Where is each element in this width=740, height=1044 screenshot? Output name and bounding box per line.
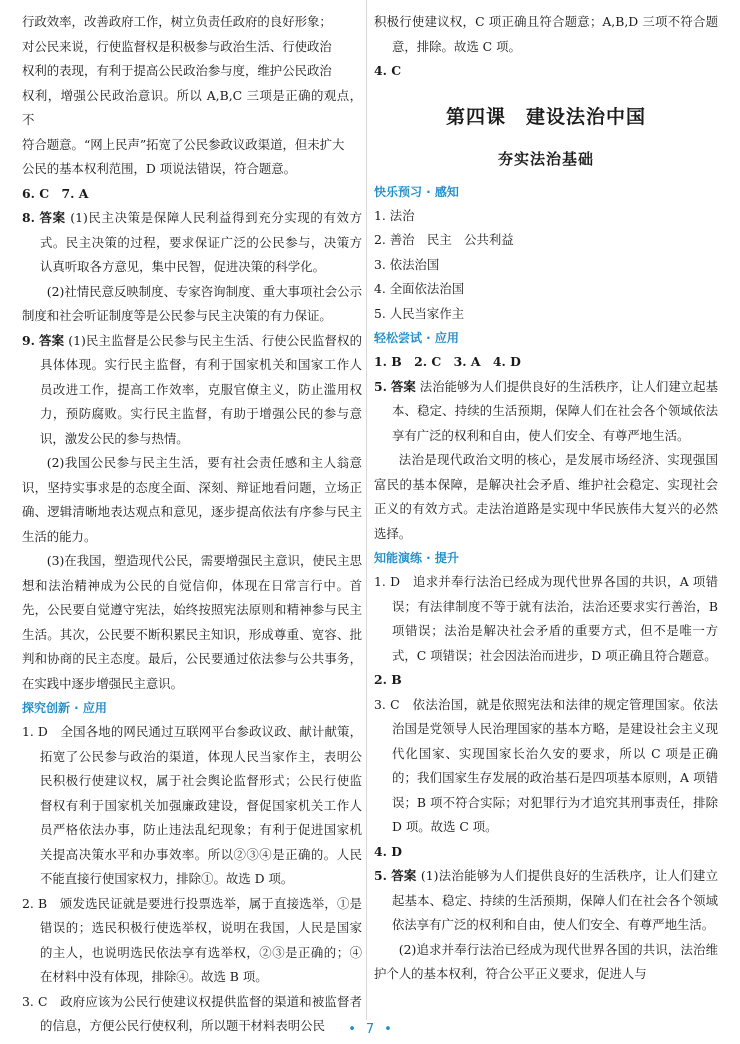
answer-9-part-1: (1)民主监督是公民参与民主生活、行使公民监督权的具体体现。实行民主监督，有利于国家机关和国家工作人员改进工作，提高工作效率，克服官僚主义，防止滥用权力，预防腐败。实行民主监督，有助于增强公民的参与意识，激发公民的参与热情。: [40, 332, 362, 446]
practice-answer-3: 3. C 依法治国，就是依照宪法和法律的规定管理国家。依法治国是党领导人民治理国家的基本方略，是建设社会主义现代化国家、实现国家长治久安的要求，所以 C 项是正确的；我们国家生存发展的政治基石是四项基本原则，A 项错误；B 项不符合实际；对犯罪行为才追究其刑事责任，排除 D 项。故选 C 项。: [374, 696, 718, 834]
answer-9-part-3: (3)在我国，塑造现代公民，需要增强民主意识，使民主思想和法治精神成为公民的自觉信仰，体现在日常言行中。首先，公民要自觉遵守宪法，始终按照宪法原则和精神参与民主生活。其次，公民要不断积累民主知识，形成尊重、宽容、批判和协商的民主态度。最后，公民要通过依法参与公共事务，在实践中逐步增强民主意识。: [22, 553, 362, 691]
answer-8-part-1: (1)民主决策是保障人民利益得到充分实现的有效方式。民主决策的过程，要求保证广泛的公民参与，决策方认真听取各方意见，集中民智，促进决策的科学化。: [40, 210, 362, 274]
answer-label: 答案: [391, 868, 417, 883]
practice-answer-4: 4. D: [374, 843, 402, 859]
try-answers-1-4: 1. B 2. C 3. A 4. D: [374, 354, 521, 369]
section-heading-try: 轻松尝试 · 应用: [374, 331, 459, 345]
preview-answer: 2. 善治 民主 公共利益: [374, 232, 514, 247]
intro-line: 行政效率，改善政府工作，树立负责任政府的良好形象；: [22, 14, 332, 29]
try-answer-5-part-1: 法治能够为人们提供良好的生活秩序，让人们建立起基本、稳定、持续的生活预期，保障人们在社会各个领域依法享有广泛的权利和自由，使人们安全、有尊严地生活。: [392, 378, 718, 443]
answer-8: [22, 206, 362, 280]
continued-answer: 积极行使建议权，C 项正确且符合题意；A,B,D 三项不符合题意，排除。故选 C 项。: [374, 14, 718, 54]
practice-answer-5: [374, 864, 718, 938]
lesson-number: 第四课: [445, 105, 506, 128]
intro-line: 权利的表现，有利于提高公民政治参与度，维护公民政治: [22, 63, 332, 78]
question-number: 9.: [22, 332, 35, 348]
page-number: • 7 •: [348, 1022, 392, 1037]
answer-label: 答案: [390, 378, 416, 394]
try-answer-5: [374, 375, 718, 449]
section-heading-practice: 知能演练 · 提升: [374, 551, 459, 565]
lesson-name: 建设法治中国: [526, 105, 647, 128]
try-answer-5-part-2: 法治是现代政治文明的核心，是发展市场经济、实现强国富民的基本保障，是解决社会矛盾、维护社会稳定、实现社会正义的有效方式。走法治道路是实现中华民族伟大复兴的必然选择。: [374, 452, 718, 541]
intro-line: 公民的基本权利范围，D 项说法错误，符合题意。: [22, 161, 297, 176]
question-number: 5.: [374, 378, 387, 394]
preview-answer: 3. 依法治国: [374, 256, 440, 272]
practice-answer-5-part-1: (1)法治能够为人们提供良好的生活秩序，让人们建立起基本、稳定、持续的生活预期，保障人们在社会各个领域依法享有广泛的权利和自由，使人们安全、有尊严地生活。: [392, 868, 718, 932]
answer-9: [22, 329, 362, 452]
intro-line: 符合题意。“网上民声”拓宽了公民参政议政渠道，但未扩大: [22, 136, 345, 152]
column-divider: [366, 0, 367, 1020]
answer-9-part-2: (2)我国公民参与民主生活，要有社会责任感和主人翁意识，坚持实事求是的态度全面、深刻、辩证地看问题，立场正确、逻辑清晰地表达观点和意见，逐步提高依法有序参与民主生活的能力。: [22, 455, 362, 544]
intro-line: 对公民来说，行使监督权是积极参与政治生活、行使政治: [22, 38, 332, 54]
intro-line: 权利，增强公民政治意识。所以 A,B,C 三项是正确的观点，不: [22, 87, 362, 127]
explore-answer-2: 2. B 颁发选民证就是要进行投票选举，属于直接选举，①是错误的；选民积极行使选举权，说明在我国，人民是国家的主人，也说明选民依法享有选举权，②③是正确的；④在材料中没有体现，排除④。故选 B 项。: [22, 895, 362, 984]
practice-answer-1: 1. D 追求并奉行法治已经成为现代世界各国的共识，A 项错误；有法律制度不等于就有法治，法治还要求实行善治，B 项错误；法治是解决社会矛盾的重要方式，但不是唯一方式，C 项错误；社会因法治而进步，D 项正确且符合题意。: [374, 574, 718, 663]
answer-6-7: 6. C 7. A: [22, 185, 89, 201]
question-number: 8.: [22, 210, 35, 225]
section-title: 夯实法治基础: [497, 149, 594, 168]
section-heading-preview: 快乐预习 · 感知: [374, 184, 459, 199]
practice-answer-2: 2. B: [374, 672, 402, 687]
answer-8-part-2: (2)社情民意反映制度、专家咨询制度、重大事项社会公示制度和社会听证制度等是公民参与民主决策的有力保证。: [22, 283, 362, 323]
question-number: 5.: [374, 868, 387, 883]
explore-answer-1: 1. D 全国各地的网民通过互联网平台参政议政、献计献策，拓宽了公民参与政治的渠道，体现人民当家作主，表明公民积极行使建议权，属于社会舆论监督形式；公民行使监督权有利于国家机关加强廉政建设，督促国家机关工作人员严格依法办事，防止违法乱纪现象；有利于促进国家机关提高决策水平和办事效率。所以②③④是正确的。人民不能直接行使国家权力，排除①。故选 D 项。: [22, 724, 362, 886]
answer-label: 答案: [39, 332, 65, 348]
page-number-value: 7: [365, 1022, 375, 1037]
section-heading-explore: 探究创新 · 应用: [22, 701, 107, 715]
answer-4: 4. C: [374, 63, 402, 78]
right-column: [374, 10, 718, 987]
lesson-title: [374, 102, 718, 132]
answer-label: 答案: [39, 210, 66, 225]
explore-answer-3: 3. C 政府应该为公民行使建议权提供监督的渠道和被监督者的信息，方便公民行使权利，所以题干材料表明公民: [22, 993, 362, 1033]
practice-answer-5-part-2: (2)追求并奉行法治已经成为现代世界各国的共识，法治维护个人的基本权利，符合公平正义要求，促进人与: [374, 941, 718, 981]
preview-answer: 5. 人民当家作主: [374, 305, 465, 321]
preview-answer: 4. 全面依法治国: [374, 281, 465, 296]
left-column: [22, 10, 362, 1039]
preview-answer: 1. 法治: [374, 207, 415, 223]
